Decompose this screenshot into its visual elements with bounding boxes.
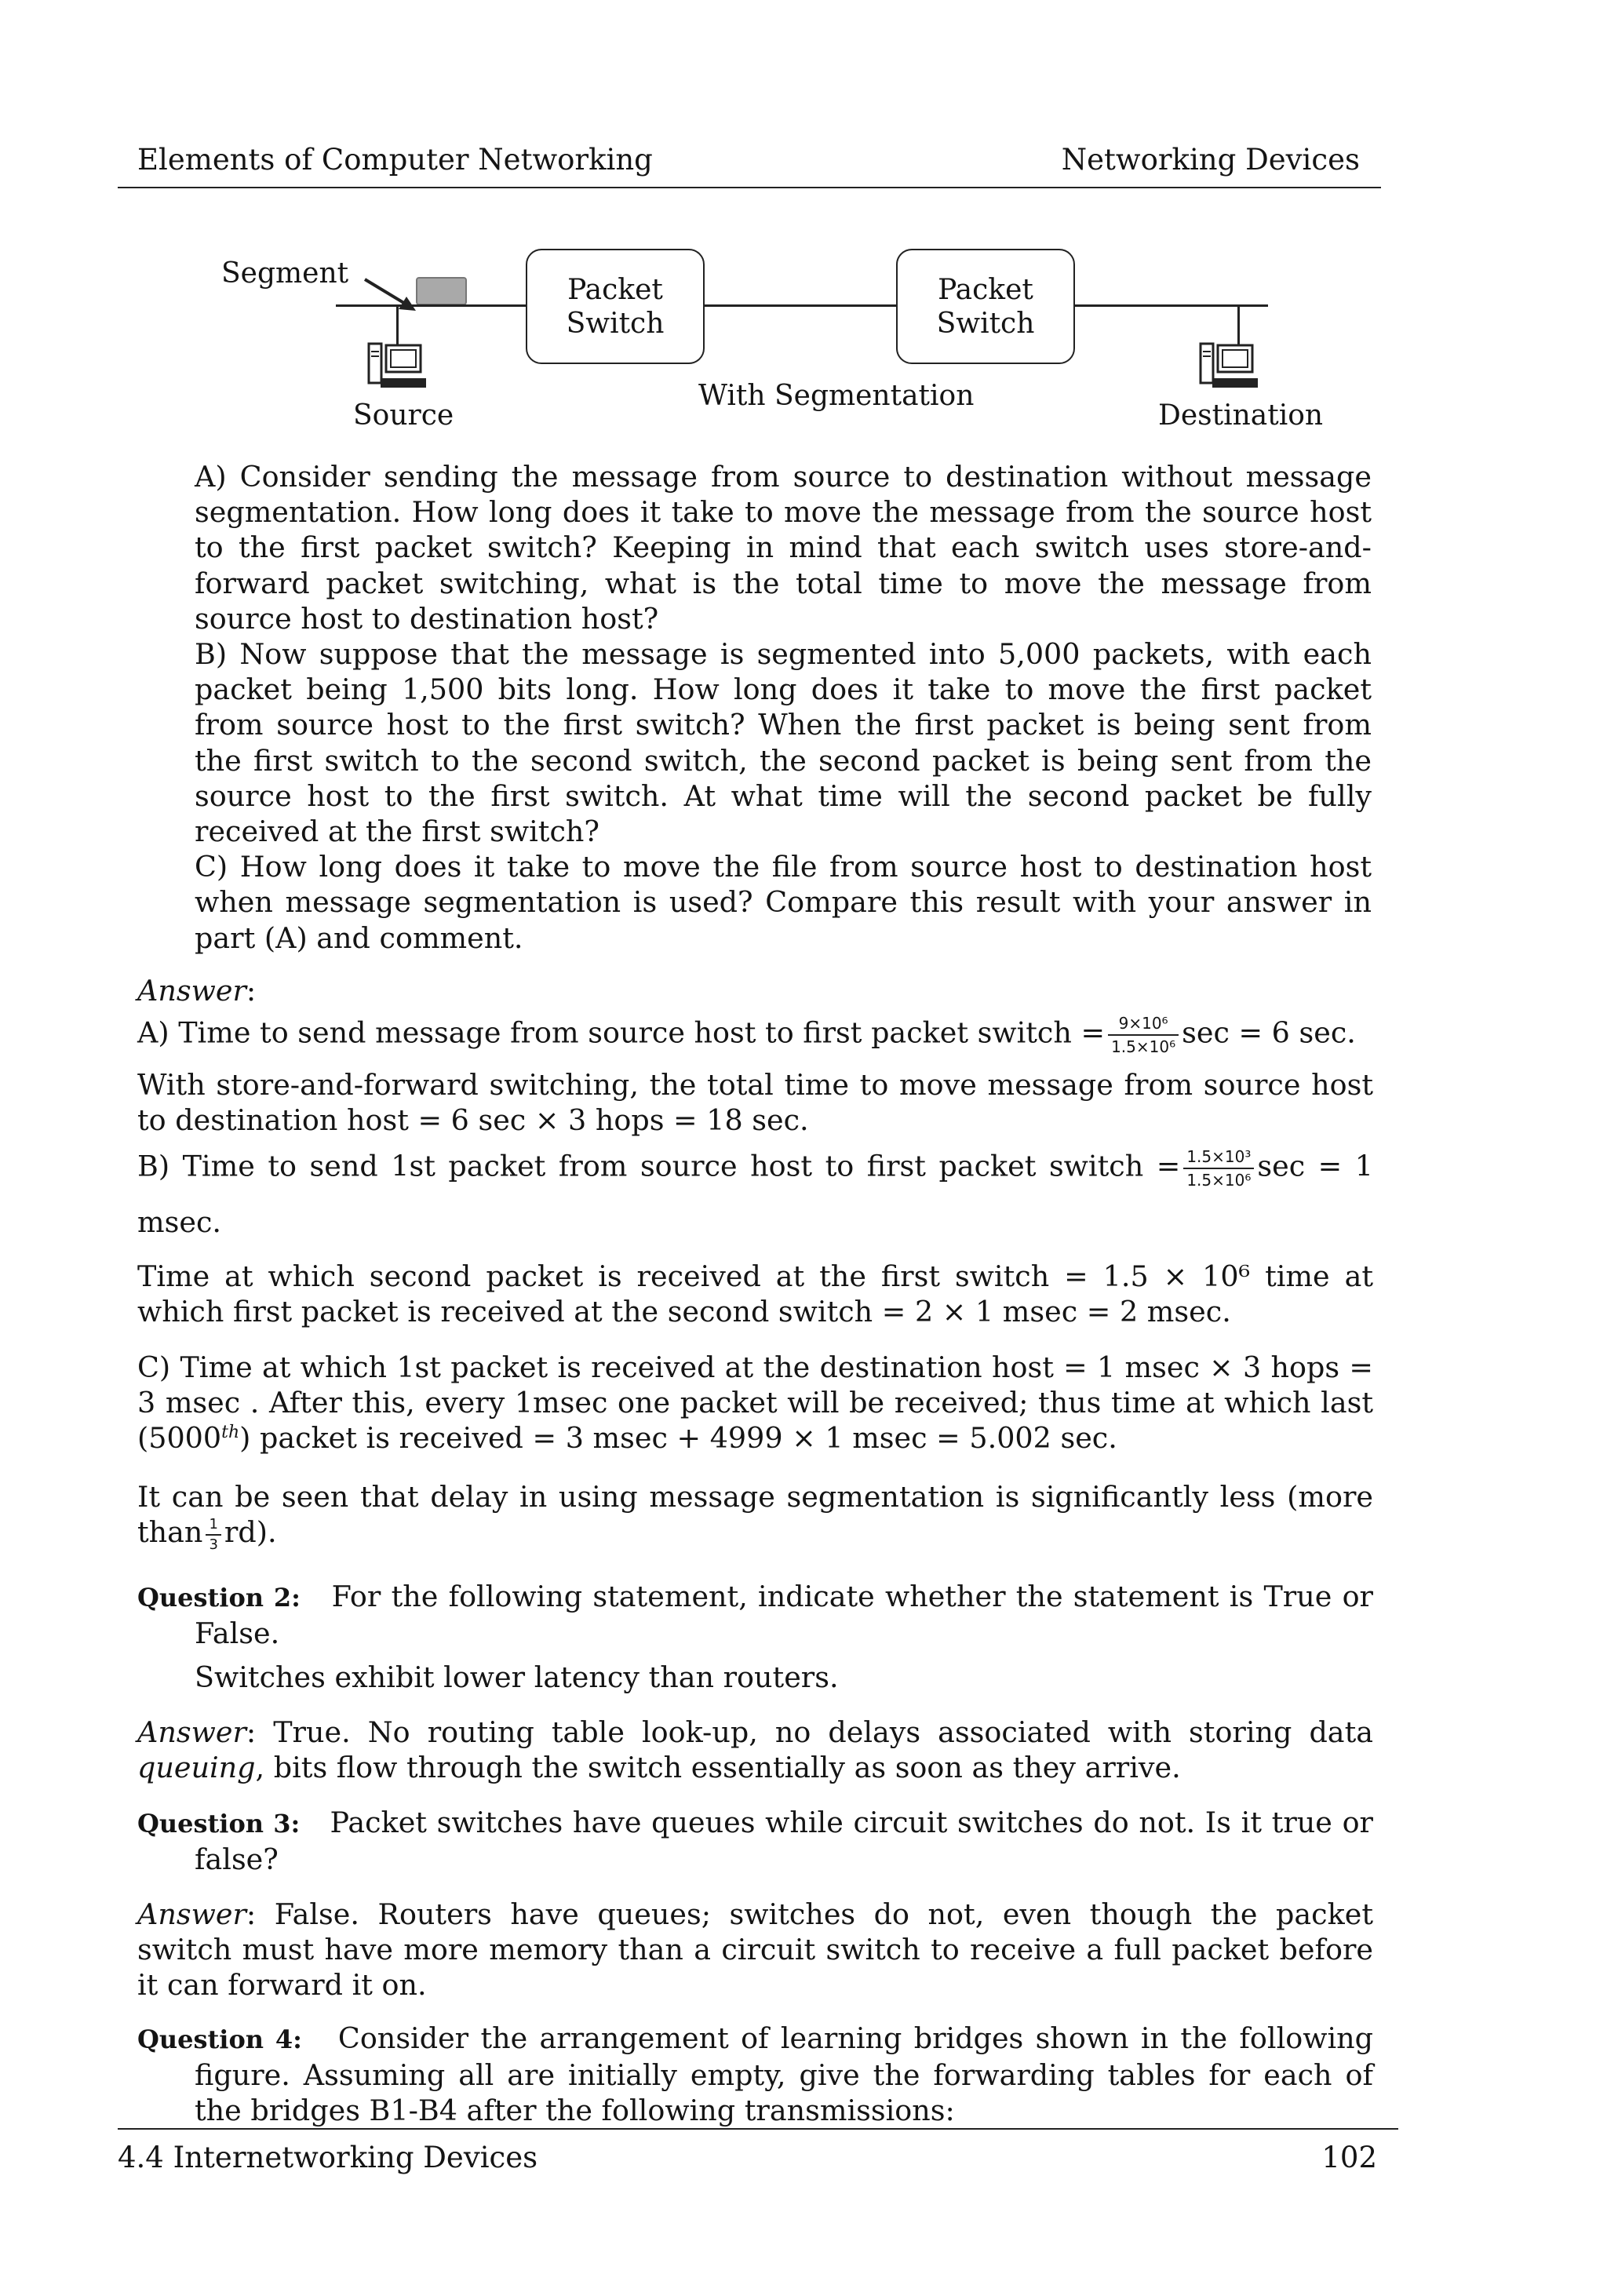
- packet-switch-1: [526, 249, 705, 364]
- question4-label: Question 4:: [137, 2024, 302, 2054]
- question1-part-c: C) How long does it take to move the file from source host to destination host when message segmentation is used? Compare this result with your answer in part (A) and comment.: [195, 850, 1372, 955]
- answer1-label: Answer: [137, 974, 246, 1008]
- question2-label: Question 2:: [137, 1583, 301, 1613]
- answer1-a-line2: With store-and-forward switching, the total time to move message from source host to destination host = 6 sec × 3 hops = 18 sec.: [137, 1068, 1373, 1137]
- answer1-b-line1: B) Time to send 1st packet from source host to first packet switch = $\frac{\text{1.5×10³}}{\text{1.5×10⁶}}$ sec = 1: [137, 1147, 1373, 1190]
- link-middle: [705, 304, 896, 307]
- link-source: [336, 304, 526, 307]
- question2-statement: Switches exhibit lower latency than routers.: [195, 1660, 839, 1694]
- answer1-b-second: Time at which second packet is received at the first switch = 1.5 × 10⁶ time at which first packet is received at the second switch = 2 × 1 msec = 2 msec.: [137, 1259, 1373, 1328]
- question3-label: Question 3:: [137, 1809, 301, 1839]
- footer-rule: [118, 2128, 1398, 2130]
- fraction-a: $\frac{\text{9×10⁶}}{\text{1.5×10⁶}}$: [1108, 1014, 1179, 1056]
- answer1-heading: Answer:: [137, 974, 257, 1008]
- arrow-icon: [361, 275, 424, 314]
- destination-label: Destination: [1158, 399, 1324, 432]
- question3-answer: Answer: False. Routers have queues; switches do not, even though the packet switch must have more memory than a circuit switch to receive a full packet before it can forward it on.: [137, 1897, 1373, 2002]
- question1-part-b: B) Now suppose that the message is segmented into 5,000 packets, with each packet being 1,500 bits long. How long does it take to move the first packet from source host to the first switch? When the first packet is being sent from the first switch to the second switch, the second packet is being sent from the source host to the first switch. At what time will the second packet be fully received at the first switch?: [195, 637, 1372, 849]
- header-right: Networking Devices: [1061, 143, 1360, 177]
- question2-answer: Answer: True. No routing table look-up, no delays associated with storing data queuing, bits flow through the switch essentially as soon as they arrive.: [137, 1715, 1373, 1784]
- computer-icon: [365, 342, 429, 391]
- packet-switch-2: [896, 249, 1075, 364]
- source-label: Source: [353, 399, 454, 432]
- fraction-b: $\frac{\text{1.5×10³}}{\text{1.5×10⁶}}$: [1183, 1147, 1254, 1190]
- answer1-c: C) Time at which 1st packet is received at the destination host = 1 msec × 3 hops = 3 msec . After this, every 1msec one packet will be received; thus time at which last (5000th) packet is received = 3 msec + 4999 × 1 msec = 5.002 sec.: [137, 1350, 1373, 1455]
- answer1-b-line2: msec.: [137, 1205, 221, 1239]
- computer-icon: [1197, 342, 1261, 391]
- answer1-a-line1: A) Time to send message from source host to first packet switch = $\frac{\text{9×10⁶}}{\text{1.5×10⁶}}$ sec = 6 sec.: [137, 1014, 1356, 1056]
- segmentation-diagram: [0, 0, 1607, 439]
- header-left: Elements of Computer Networking: [137, 143, 653, 177]
- switch1-label-line1: Packet: [567, 273, 663, 306]
- footer-left: 4.4 Internetworking Devices: [118, 2141, 538, 2174]
- question1-part-a: A) Consider sending the message from source to destination without message segmentation. How long does it take to move the message from the source host to the first packet switch? Keeping in mind that each switch uses store-and-forward packet switching, what is the total time to move the message from source host to destination host?: [195, 460, 1372, 636]
- fraction-one-third: $\frac{1}{3}$: [206, 1517, 220, 1553]
- switch1-label-line2: Switch: [566, 307, 665, 340]
- destination-drop: [1237, 304, 1240, 348]
- diagram-caption: With Segmentation: [698, 380, 975, 412]
- segment-label: Segment: [221, 257, 349, 290]
- question4: Question 4: Consider the arrangement of learning bridges shown in the following figure. Assuming all are initially empty, give the forwarding tables for each of the bridges B1-B4 after the following transmissions:: [137, 2021, 1374, 2127]
- question2: Question 2: For the following statement, indicate whether the statement is True or False.: [137, 1580, 1373, 1650]
- packet-segment-icon: [416, 277, 467, 305]
- source-drop: [396, 304, 399, 348]
- switch2-label-line2: Switch: [936, 307, 1035, 340]
- footer-page-number: 102: [1321, 2141, 1377, 2174]
- question3: Question 3: Packet switches have queues while circuit switches do not. Is it true or false?: [137, 1806, 1374, 1876]
- switch2-label-line1: Packet: [938, 273, 1033, 306]
- question1-parts: [195, 459, 1372, 956]
- answer1-conclusion: It can be seen that delay in using message segmentation is significantly less (more than $\frac{1}{3}$ rd).: [137, 1480, 1373, 1553]
